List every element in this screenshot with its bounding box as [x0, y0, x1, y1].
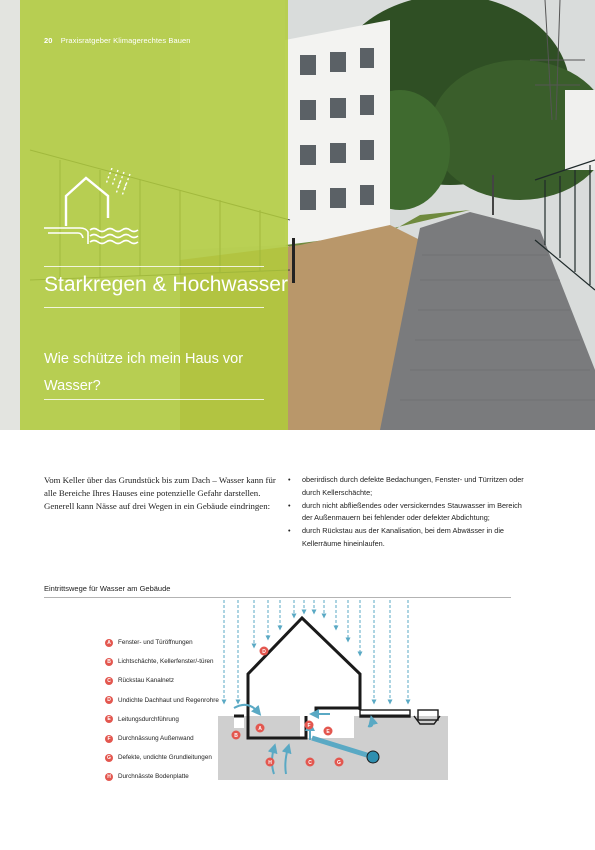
badge-letter: D — [262, 649, 266, 655]
legend-badge: D — [105, 696, 113, 704]
legend-badge: E — [105, 715, 113, 723]
badge-letter: A — [258, 726, 262, 732]
legend-label: Rückstau Kanalnetz — [118, 677, 175, 685]
legend-label: Fenster- und Türöffnungen — [118, 639, 193, 647]
legend-badge: F — [105, 735, 113, 743]
legend-label: Defekte, undichte Grundleitungen — [118, 754, 212, 762]
legend-badge: H — [105, 773, 113, 781]
list-item: • oberirdisch durch defekte Bedachungen, Fenster- und Türritzen oder durch Kellerschächte; — [288, 474, 524, 500]
legend-item — [105, 671, 219, 690]
intro-paragraph: Vom Keller über das Grundstück bis zum Dach – Wasser kann für alle Bereiche Ihres Hauses eine potenzielle Gefahr darstellen. Generell kann Nässe auf drei Wegen in ein Gebäude eindringen: — [44, 475, 276, 511]
legend-badge: G — [105, 754, 113, 762]
subtitle-rule — [44, 399, 264, 400]
legend-badge: B — [105, 658, 113, 666]
title-rule-top — [44, 266, 264, 267]
title-rule-bottom — [44, 307, 264, 308]
list-item: • durch nicht abfließendes oder versickerndes Stauwasser im Bereich der Außenmauern bei fehlender oder defekter Abdichtung; — [288, 500, 524, 526]
legend-label: Durchnässung Außenwand — [118, 735, 194, 743]
entry-paths-list — [288, 474, 524, 551]
legend-label: Undichte Dachhaut und Regenrohre — [118, 696, 219, 704]
legend-label: Durchnässte Bodenplatte — [118, 773, 189, 781]
ground-section — [218, 716, 448, 780]
page-header — [44, 36, 191, 45]
badge-letter: G — [337, 760, 341, 766]
rain-arrows — [224, 600, 408, 702]
legend-badge: C — [105, 677, 113, 685]
page-subtitle: Wie schütze ich mein Haus vor Wasser? — [44, 351, 244, 394]
badge-letter: H — [268, 760, 272, 766]
legend-item — [105, 691, 219, 710]
legend-item — [105, 729, 219, 748]
badge-letter: E — [326, 729, 330, 735]
badge-letter: F — [307, 723, 311, 729]
legend-badge: A — [105, 639, 113, 647]
legend-item — [105, 633, 219, 652]
water-entry-diagram — [218, 598, 448, 780]
page-number: 20 — [44, 36, 53, 45]
house-flood-rain-icon — [40, 168, 150, 248]
badge-letter: C — [308, 760, 312, 766]
figure-legend — [105, 633, 219, 787]
figure-caption: Eintrittswege für Wasser am Gebäude — [44, 584, 171, 593]
list-item: • durch Rückstau aus der Kanalisation, bei dem Abwässer in die Kellerräume hineinlaufen. — [288, 525, 524, 551]
legend-item — [105, 652, 219, 671]
badge-letter: B — [234, 733, 238, 739]
legend-item — [105, 710, 219, 729]
legend-item — [105, 748, 219, 767]
legend-label: Leitungsdurchführung — [118, 715, 179, 723]
legend-label: Lichtschächte, Kellerfenster/-türen — [118, 658, 214, 666]
publication-title: Praxisratgeber Klimagerechtes Bauen — [60, 36, 191, 45]
page-title: Starkregen & Hochwasser — [44, 273, 288, 296]
legend-item — [105, 767, 219, 786]
